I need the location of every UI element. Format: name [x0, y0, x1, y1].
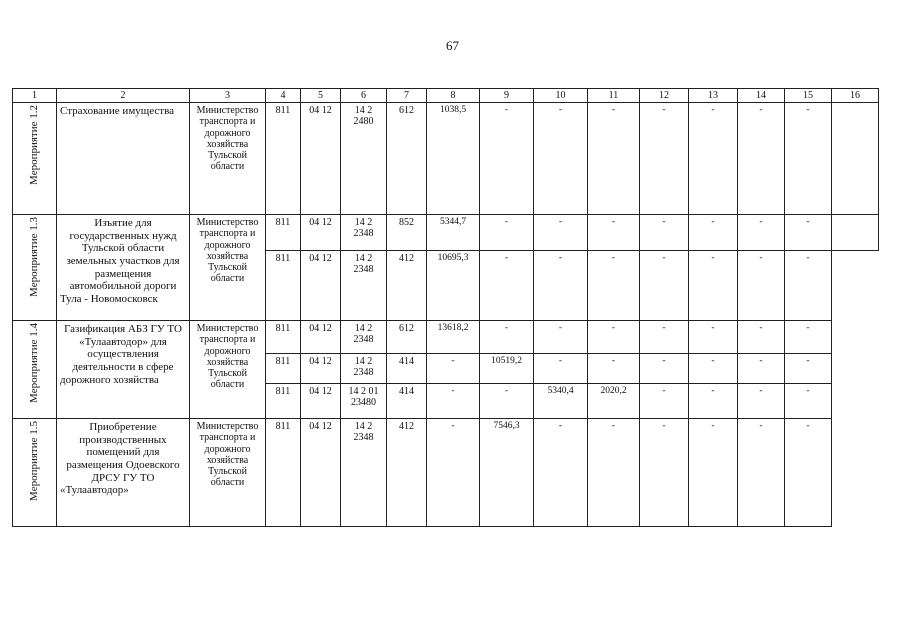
cell-value: -: [480, 251, 534, 321]
cell-section-code: 04 12: [301, 354, 341, 384]
cell-value: -: [738, 215, 785, 251]
table-row: [13, 103, 879, 215]
measure-label-cell: [13, 419, 57, 527]
column-header: 14: [738, 89, 785, 103]
cell-value: -: [480, 103, 534, 215]
cell-target-code: 14 2 2348: [341, 321, 387, 354]
cell-target-code: 14 2 2348: [341, 251, 387, 321]
cell-expense-type: 412: [387, 251, 427, 321]
cell-value: [832, 103, 879, 215]
cell-value: -: [738, 321, 785, 354]
cell-value: 5340,4: [534, 384, 588, 419]
cell-target-code: 14 2 01 23480: [341, 384, 387, 419]
cell-ministry-code: 811: [266, 354, 301, 384]
column-header: 6: [341, 89, 387, 103]
cell-value: 1038,5: [427, 103, 480, 215]
column-header: 11: [588, 89, 640, 103]
cell-value: -: [480, 384, 534, 419]
cell-value: -: [640, 419, 689, 527]
column-header: 15: [785, 89, 832, 103]
cell-value: -: [427, 384, 480, 419]
executor: Министерство транспорта и дорожного хозяйства Тульской области: [190, 419, 266, 527]
budget-table: [12, 88, 879, 527]
cell-section-code: 04 12: [301, 103, 341, 215]
cell-value: -: [689, 251, 738, 321]
cell-value: 10695,3: [427, 251, 480, 321]
column-header: 3: [190, 89, 266, 103]
column-header: 2: [57, 89, 190, 103]
cell-value: -: [588, 215, 640, 251]
column-header: 8: [427, 89, 480, 103]
table-row: [13, 215, 879, 251]
cell-ministry-code: 811: [266, 215, 301, 251]
column-header: 5: [301, 89, 341, 103]
cell-value: -: [534, 103, 588, 215]
cell-value: -: [689, 384, 738, 419]
cell-value: -: [738, 354, 785, 384]
cell-expense-type: 612: [387, 103, 427, 215]
cell-expense-type: 414: [387, 354, 427, 384]
cell-value: -: [588, 354, 640, 384]
cell-value: 7546,3: [480, 419, 534, 527]
cell-value: -: [480, 215, 534, 251]
cell-section-code: 04 12: [301, 419, 341, 527]
measure-label-cell: [13, 215, 57, 321]
column-header: 12: [640, 89, 689, 103]
cell-value: -: [738, 384, 785, 419]
measure-label: Мероприятие 1.5: [28, 421, 41, 502]
cell-value: -: [640, 215, 689, 251]
cell-expense-type: 414: [387, 384, 427, 419]
column-header: 1: [13, 89, 57, 103]
cell-value: -: [785, 251, 832, 321]
column-header: 16: [832, 89, 879, 103]
cell-value: -: [640, 321, 689, 354]
cell-section-code: 04 12: [301, 321, 341, 354]
cell-value: -: [689, 103, 738, 215]
cell-value: -: [588, 419, 640, 527]
cell-section-code: 04 12: [301, 215, 341, 251]
header-row: [13, 89, 879, 103]
cell-value: -: [588, 103, 640, 215]
cell-value: 13618,2: [427, 321, 480, 354]
cell-value: -: [689, 419, 738, 527]
table-row: [13, 419, 879, 527]
cell-value: -: [588, 321, 640, 354]
measure-name: Изъятие для государственных нужд Тульской области земельных участков для размещения автомобильной дороги Тула - Новомосковск: [57, 215, 190, 321]
cell-value: -: [534, 251, 588, 321]
cell-target-code: 14 2 2348: [341, 354, 387, 384]
cell-value: -: [689, 354, 738, 384]
cell-value: -: [480, 321, 534, 354]
column-header: 13: [689, 89, 738, 103]
cell-section-code: 04 12: [301, 251, 341, 321]
table-row: [13, 321, 879, 354]
cell-value: 10519,2: [480, 354, 534, 384]
cell-value: -: [588, 251, 640, 321]
cell-expense-type: 412: [387, 419, 427, 527]
measure-label: Мероприятие 1.2: [28, 105, 41, 186]
cell-value: 5344,7: [427, 215, 480, 251]
measure-name: Приобретение производственных помещений для размещения Одоевского ДРСУ ГУ ТО «Тулаавтодор»: [57, 419, 190, 527]
measure-label: Мероприятие 1.4: [28, 323, 41, 404]
cell-value: -: [640, 251, 689, 321]
cell-value: -: [738, 419, 785, 527]
cell-value: -: [534, 215, 588, 251]
cell-target-code: 14 2 2348: [341, 215, 387, 251]
cell-target-code: 14 2 2480: [341, 103, 387, 215]
cell-value: -: [534, 354, 588, 384]
cell-value: -: [427, 354, 480, 384]
page-number: 67: [446, 38, 459, 53]
measure-label-cell: [13, 321, 57, 419]
cell-value: -: [785, 384, 832, 419]
column-header: 10: [534, 89, 588, 103]
cell-value: 2020,2: [588, 384, 640, 419]
cell-value: -: [785, 419, 832, 527]
executor: Министерство транспорта и дорожного хозяйства Тульской области: [190, 103, 266, 215]
cell-ministry-code: 811: [266, 103, 301, 215]
executor: Министерство транспорта и дорожного хозяйства Тульской области: [190, 215, 266, 321]
cell-target-code: 14 2 2348: [341, 419, 387, 527]
cell-value: -: [785, 321, 832, 354]
measure-label-cell: [13, 103, 57, 215]
column-header: 4: [266, 89, 301, 103]
cell-value: -: [640, 354, 689, 384]
cell-value: -: [785, 103, 832, 215]
cell-ministry-code: 811: [266, 419, 301, 527]
measure-name: Газификация АБЗ ГУ ТО «Тулаавтодор» для осуществления деятельности в сфере дорожного хозяйства: [57, 321, 190, 419]
cell-expense-type: 612: [387, 321, 427, 354]
cell-value: -: [640, 103, 689, 215]
cell-ministry-code: 811: [266, 384, 301, 419]
cell-value: -: [534, 321, 588, 354]
cell-section-code: 04 12: [301, 384, 341, 419]
cell-value: -: [738, 251, 785, 321]
executor: Министерство транспорта и дорожного хозяйства Тульской области: [190, 321, 266, 419]
cell-value: -: [534, 419, 588, 527]
cell-value: -: [738, 103, 785, 215]
cell-value: -: [785, 354, 832, 384]
cell-value: -: [785, 215, 832, 251]
measure-label: Мероприятие 1.3: [28, 217, 41, 298]
cell-value: -: [640, 384, 689, 419]
column-header: 7: [387, 89, 427, 103]
cell-value: -: [427, 419, 480, 527]
cell-expense-type: 852: [387, 215, 427, 251]
cell-ministry-code: 811: [266, 321, 301, 354]
measure-name: Страхование имущества: [57, 103, 190, 215]
cell-value: -: [689, 215, 738, 251]
column-header: 9: [480, 89, 534, 103]
cell-value: [832, 215, 879, 251]
cell-value: -: [689, 321, 738, 354]
cell-ministry-code: 811: [266, 251, 301, 321]
